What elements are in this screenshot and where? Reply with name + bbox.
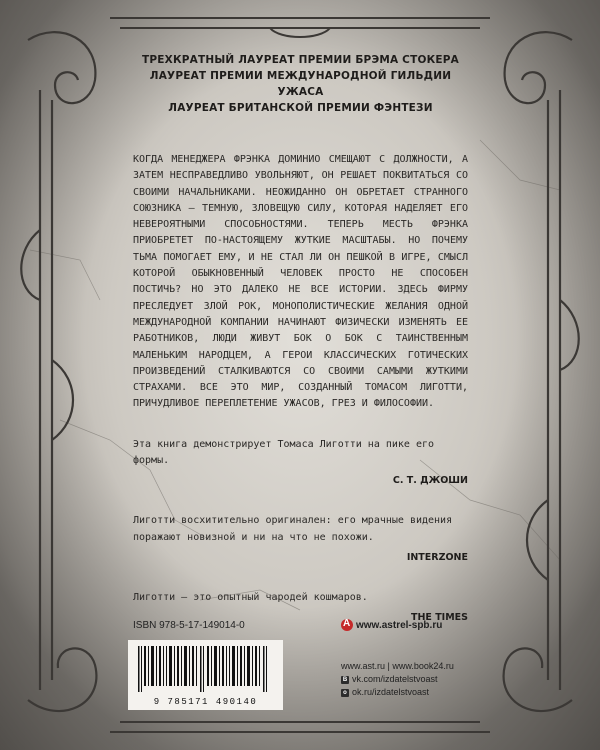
text-column — [133, 52, 468, 626]
link-text[interactable]: www.ast.ru | www.book24.ru — [341, 661, 454, 671]
ok-icon: o — [341, 689, 349, 697]
quote-source: INTERZONE — [406, 551, 468, 563]
review-quote — [133, 513, 468, 566]
quote-source: THE TIMES — [410, 612, 468, 624]
quote-text: Эта книга демонстрирует Томаса Лиготти на пике его формы. — [133, 438, 435, 467]
quote-source: С. Т. ДЖОШИ — [392, 475, 468, 487]
link-vk[interactable] — [341, 673, 454, 686]
publisher-site-url[interactable]: www.astrel-spb.ru — [356, 619, 443, 631]
isbn: ISBN 978-5-17-149014-0 — [133, 620, 245, 631]
publisher-site[interactable] — [341, 619, 442, 631]
publisher-links — [341, 660, 454, 699]
link-text[interactable]: ok.ru/izdatelstvoast — [352, 687, 430, 697]
award-line: ЛАУРЕАТ БРИТАНСКОЙ ПРЕМИИ ФЭНТЕЗИ — [168, 102, 433, 114]
awards-block — [133, 52, 468, 116]
award-line: ТРЕХКРАТНЫЙ ЛАУРЕАТ ПРЕМИИ БРЭМА СТОКЕРА — [142, 54, 459, 66]
vk-icon: B — [342, 676, 348, 683]
review-quote — [133, 437, 468, 490]
link-ast[interactable] — [341, 660, 454, 673]
award-line: ЛАУРЕАТ ПРЕМИИ МЕЖДУНАРОДНОЙ ГИЛЬДИИ УЖАСА — [149, 70, 452, 98]
quote-text: Лиготти восхитительно оригинален: его мрачные видения поражают новизной и ни на что не похожи. — [133, 515, 453, 543]
astrel-logo-icon — [341, 619, 353, 631]
barcode — [134, 646, 277, 692]
blurb: КОГДА МЕНЕДЖЕРА ФРЭНКА ДОМИНИО СМЕЩАЮТ С ДОЛЖНОСТИ, А ЗАТЕМ НЕСПРАВЕДЛИВО УВОЛЬНЯЮТ, ОН РЕШАЕТ ПОКВИТАТЬСЯ СО СВОИМИ НАЧАЛЬНИКАМИ. НЕОЖИДАННО ОН ОБРЕТАЕТ СТРАННОГО СОЮЗНИКА — ТЕМНУЮ, ЗЛОВЕЩУЮ СИЛУ, КОТОРАЯ НАДЕЛЯЕТ ЕГО НЕВЕРОЯТНЫМИ СПОСОБНОСТЯМИ. ТЕПЕРЬ МЕСТЬ ФРЭНКА ПРИОБРЕТЕТ ПО-НАСТОЯЩЕМУ ЖУТКИЕ МАСШТАБЫ. НО ПОЧЕМУ ТЬМА ПОМОГАЕТ ЕМУ, И НЕ СТАЛ ЛИ ОН ПЕШКОЙ В ИГРЕ, СМЫСЛ КОТОРОЙ ОБЫКНОВЕННЫЙ ЧЕЛОВЕК ПРОСТО НЕ СПОСОБЕН ПОСТИЧЬ? НО ЭТО ДАЛЕКО НЕ ВСЕ ИСТОРИИ. ЗДЕСЬ ФИРМУ ПРЕСЛЕДУЕТ ЗЛОЙ РОК, МОНОПОЛИСТИЧЕСКИЕ ЖЕЛАНИЯ ОДНОЙ МЕЖДУНАРОДНОЙ КОМПАНИИ НАЧИНАЮТ ФИЗИЧЕСКИ ИЗМЕНЯТЬ ЕЕ РАБОТНИКОВ, ЛЮДИ ЖИВУТ БОК О БОК С ТАИНСТВЕННЫМ МАЛЕНЬКИМ НАРОДЦЕМ, А ГЕРОИ КЛАССИЧЕСКИХ ГОТИЧЕСКИХ ПРОИЗВЕДЕНИЙ СТАЛКИВАЮТСЯ СО СВОИМИ САМЫМИ ЖУТКИМИ СТРАХАМИ. ВСЕ ЭТО МИР, СОЗДАННЫЙ ТОМАСОМ ЛИГОТТИ, ПРИЧУДЛИВОЕ ПЕРЕПЛЕТЕНИЕ УЖАСОВ, ГРЕЗ И ФИЛОСОФИИ. — [133, 154, 468, 410]
barcode-number: 9 785171 490140 — [153, 697, 258, 707]
link-text[interactable]: vk.com/izdatelstvoast — [352, 674, 438, 684]
link-ok[interactable] — [341, 686, 454, 699]
barcode-block — [128, 640, 283, 710]
quote-text: Лиготти — это опытный чародей кошмаров. — [133, 591, 368, 603]
